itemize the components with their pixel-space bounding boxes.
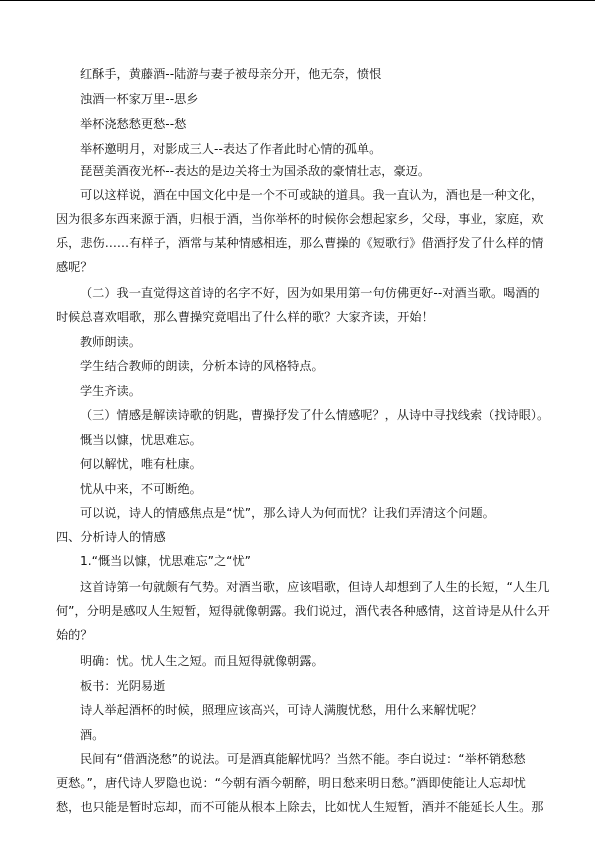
text-line-13: 学生结合教师的朗读，分析本诗的风格特点。 — [80, 359, 324, 373]
text-line-14: 学生齐读。 — [80, 384, 141, 398]
text-line-30: 更愁。”，唐代诗人罗隐也说：“今朝有酒今朝醉，明日愁来明日愁。”酒即使能让人忘却忧 — [56, 776, 526, 790]
text-line-8: 乐，悲伤……有样子，酒常与某种情感相连，那么曹操的《短歌行》借酒抒发了什么样的情 — [56, 236, 544, 250]
text-line-23: 何”，分明是感叹人生短暂，短得就像朝露。我们说过，酒代表各种感情，这首诗是从什么开 — [56, 604, 550, 618]
text-line-12: 教师朗读。 — [80, 335, 141, 349]
text-line-24: 始的？ — [56, 628, 93, 642]
text-line-10: （二）我一直觉得这首诗的名字不好，因为如果用第一句仿佛更好--对酒当歌。喝酒的 — [80, 286, 540, 300]
text-line-31: 愁，也只能是暂时忘却，而不可能从根本上除去，比如忧人生短暂，酒并不能延长人生。那 — [56, 800, 544, 814]
text-line-16: 慨当以慷，忧思难忘。 — [80, 433, 202, 447]
text-line-28: 酒。 — [80, 728, 105, 742]
text-line-11: 时候总喜欢唱歌，那么曹操究竟唱出了什么样的歌？大家齐读，开始！ — [56, 310, 434, 324]
text-line-5: 琵琶美酒夜光杯--表达的是边关将士为国杀敌的豪情壮志，豪迈。 — [80, 164, 431, 178]
text-line-4: 举杯邀明月，对影成三人--表达了作者此时心情的孤单。 — [80, 142, 382, 156]
text-line-22: 这首诗第一句就颇有气势。对酒当歌，应该唱歌，但诗人却想到了人生的长短，“人生几 — [80, 580, 550, 594]
text-line-2: 浊酒一杯家万里--思乡 — [80, 92, 199, 106]
text-line-27: 诗人举起酒杯的时候，照理应该高兴，可诗人满腹忧愁，用什么来解忧呢？ — [80, 703, 483, 717]
text-line-26: 板书：光阴易逝 — [80, 679, 166, 693]
text-line-17: 何以解忧，唯有杜康。 — [80, 457, 202, 471]
text-line-7: 因为很多东西来源于酒，归根于酒，当你举杯的时候你会想起家乡，父母，事业，家庭，欢 — [56, 212, 544, 226]
text-line-29: 民间有“借酒浇愁”的说法。可是酒真能解忧吗？当然不能。李白说过：“举杯销愁愁 — [80, 752, 526, 766]
text-line-15: （三）情感是解读诗歌的钥匙，曹操抒发了什么情感呢？，从诗中寻找线索（找诗眼）。 — [80, 408, 550, 422]
text-line-19: 可以说，诗人的情感焦点是“忧”，那么诗人为何而忧？让我们弄清这个问题。 — [80, 506, 495, 520]
text-line-1: 红酥手，黄藤酒--陆游与妻子被母亲分开，他无奈，愤恨 — [80, 67, 382, 81]
subsection-heading: 1.“慨当以慷，忧思难忘”之“忧” — [80, 554, 251, 568]
text-line-18: 忧从中来，不可断绝。 — [80, 482, 202, 496]
text-line-25: 明确：忧。忧人生之短。而且短得就像朝露。 — [80, 654, 324, 668]
section-heading: 四、分析诗人的情感 — [56, 530, 166, 544]
text-line-9: 感呢？ — [56, 260, 93, 274]
text-line-6: 可以这样说，酒在中国文化中是一个不可或缺的道具。我一直认为，酒也是一种文化， — [80, 188, 544, 202]
text-line-3: 举杯浇愁愁更愁--愁 — [80, 117, 187, 131]
